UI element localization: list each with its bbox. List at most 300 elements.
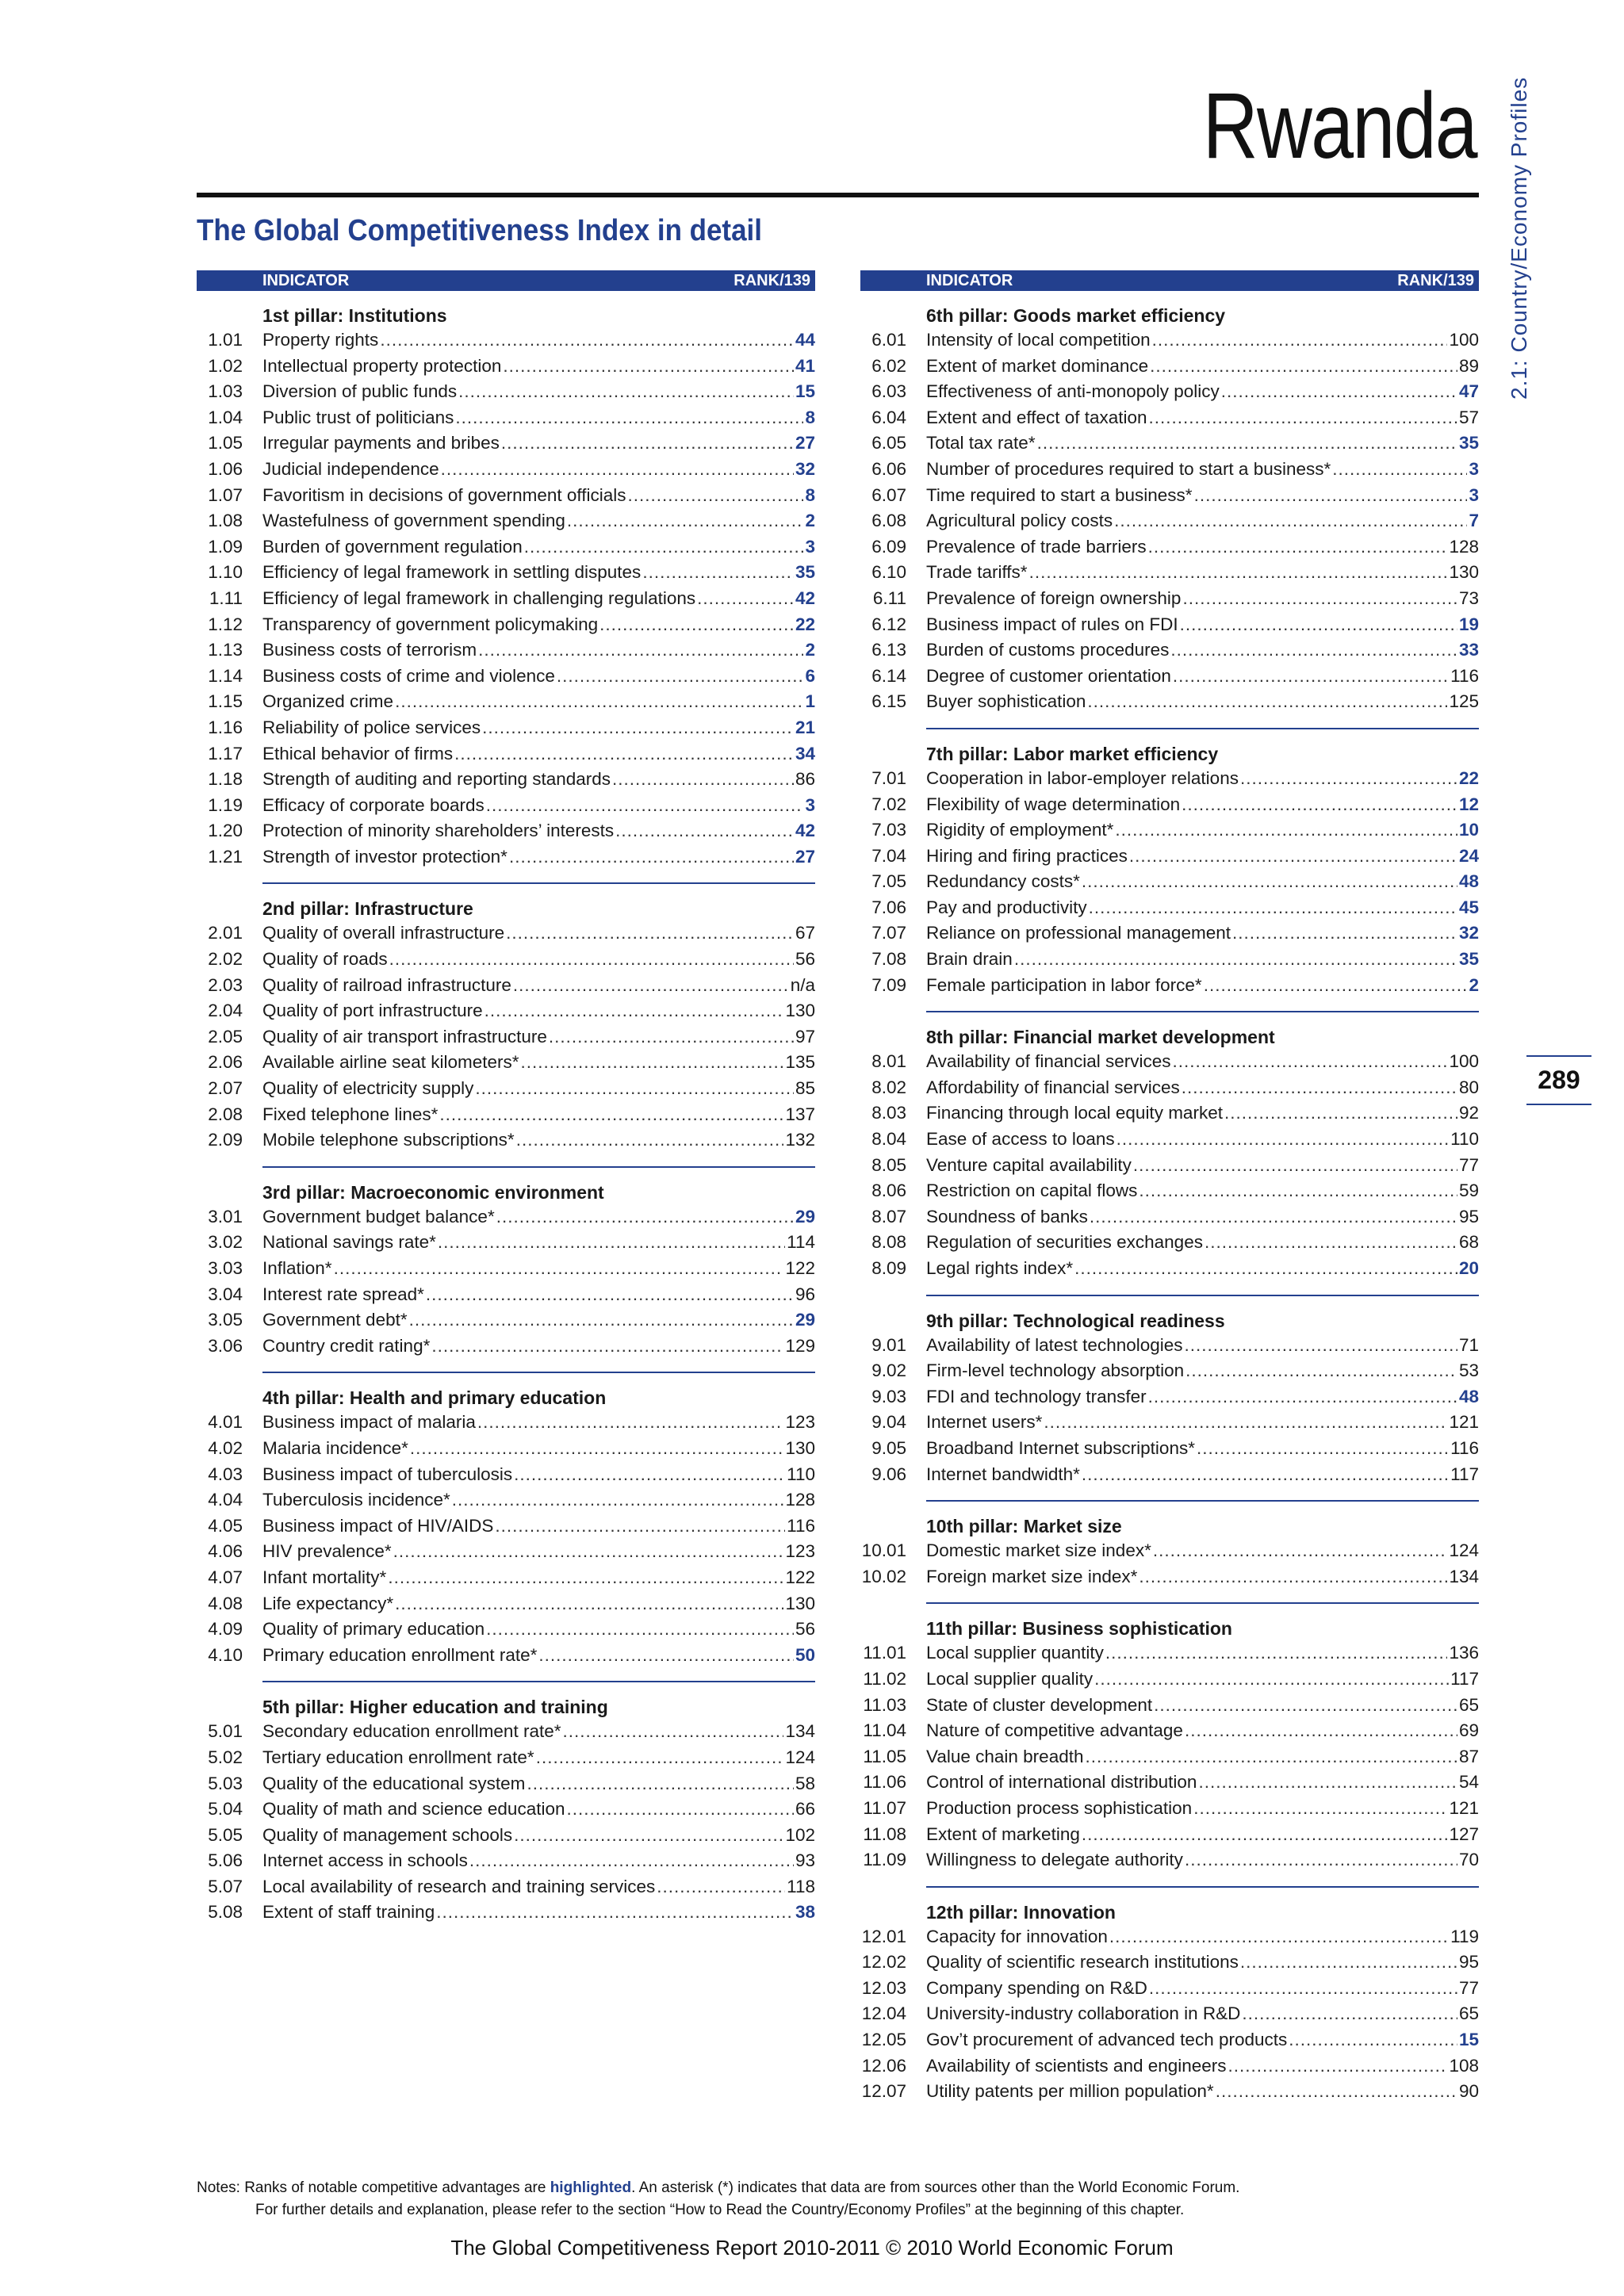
indicator-label-line [262,1513,815,1540]
indicator-row [860,637,1479,664]
indicator-label-line [926,869,1479,895]
page-number: 289 [1538,1066,1580,1094]
indicator-rank-highlighted: 24 [1458,845,1479,866]
indicator-code: 1.02 [208,355,243,376]
indicator-rank: 116 [1450,1437,1479,1458]
indicator-row [860,534,1479,561]
pillar-section [860,1900,1479,2105]
dot-leader [395,1591,783,1617]
indicator-name: Government debt* [262,1310,408,1330]
indicator-row [860,895,1479,921]
indicator-code: 8.09 [871,1258,906,1278]
indicator-rank: 89 [1458,355,1479,376]
indicator-rank: 68 [1458,1232,1479,1253]
dot-leader [1109,1924,1449,1950]
indicator-name: Quality of roads [262,949,388,970]
indicator-row [860,817,1479,844]
indicator-row [197,1436,815,1462]
indicator-code: 1.14 [208,665,243,686]
indicator-row [197,689,815,715]
indicator-name: Burden of government regulation [262,536,523,557]
indicator-name: Capacity for innovation [926,1926,1108,1946]
pillar-title: 8th pillar: Financial market development [926,1027,1275,1048]
indicator-rank: 134 [785,1721,815,1742]
rank-header: RANK/139 [733,272,810,289]
dot-leader [1074,1256,1457,1282]
indicator-code: 10.01 [861,1540,906,1561]
indicator-name: Business costs of terrorism [262,640,477,660]
indicator-label-line [926,817,1479,844]
indicator-rank-highlighted: 38 [795,1902,815,1923]
indicator-name: Financing through local equity market [926,1103,1223,1123]
indicator-label-line [926,1333,1479,1359]
indicator-label-line [926,534,1479,561]
indicator-label-line [262,920,815,947]
indicator-name: Business costs of crime and violence [262,665,555,686]
indicator-code: 6.08 [871,511,906,531]
indicator-name: Malaria incidence* [262,1437,408,1458]
indicator-name: Strength of investor protection* [262,846,508,867]
indicator-code: 12.03 [861,1977,906,1998]
dot-leader [1185,1718,1457,1744]
indicator-row [860,1256,1479,1282]
indicator-code: 12.04 [861,2003,906,2024]
dot-leader [1105,1640,1448,1667]
indicator-code: 11.09 [863,1850,906,1870]
indicator-name: Intellectual property protection [262,355,502,376]
indicator-name: Irregular payments and bribes [262,433,500,453]
indicator-name: Local supplier quantity [926,1643,1104,1663]
dot-leader [388,1565,783,1591]
dot-leader [615,818,794,844]
indicator-label-line [926,379,1479,405]
dot-leader [482,715,794,741]
dot-leader [567,508,804,534]
indicator-label-line [926,1770,1479,1796]
indicator-name: Judicial independence [262,458,439,479]
indicator-row [860,2027,1479,2053]
indicator-label-line [262,1282,815,1308]
indicator-rank: 135 [785,1052,815,1073]
indicator-code: 4.05 [208,1515,243,1536]
indicator-name: Willingness to delegate authority [926,1850,1183,1870]
indicator-code: 9.05 [871,1437,906,1458]
notes-highlight-word: highlighted [550,2179,632,2196]
indicator-code: 5.08 [208,1902,243,1923]
indicator-name: Nature of competitive advantage [926,1720,1183,1741]
dot-leader [1232,920,1457,947]
indicator-label-line [926,1127,1479,1153]
indicator-code: 6.05 [871,433,906,453]
indicator-header: INDICATOR [926,272,1013,289]
indicator-name: Transparency of government policymaking [262,614,599,634]
notes [197,2177,1481,2221]
dot-leader [538,1643,794,1669]
indicator-label-line [926,947,1479,973]
pillar-title: 12th pillar: Innovation [926,1901,1116,1923]
indicator-row [860,1976,1479,2002]
indicator-name: Brain drain [926,949,1013,970]
indicator-code: 11.03 [863,1694,906,1715]
indicator-row [860,1384,1479,1410]
indicator-label-line [926,766,1479,792]
indicator-rank: 95 [1458,1206,1479,1226]
dot-leader [1090,1204,1457,1230]
footer-copyright: The Global Competitiveness Report 2010-2011 © 2010 World Economic Forum [450,2236,1174,2260]
indicator-name: Flexibility of wage determination [926,794,1181,814]
indicator-code: 1.18 [208,769,243,790]
pillar-section [197,897,815,1153]
indicator-rank-highlighted: 3 [1469,458,1479,479]
dot-leader [436,1900,794,1926]
indicator-row [860,1462,1479,1488]
indicator-label-line [262,1719,815,1745]
indicator-label-line [926,327,1479,354]
pillar-section [860,1309,1479,1488]
dot-leader [1154,1693,1457,1719]
indicator-row [197,664,815,690]
indicator-label-line [262,998,815,1024]
section-title: The Global Competitiveness Index in detail [197,214,762,247]
indicator-code: 6.15 [871,691,906,712]
pillar-title: 6th pillar: Goods market efficiency [926,305,1226,326]
dot-leader [478,637,803,664]
indicator-code: 1.08 [208,511,243,531]
indicator-label-line [926,1436,1479,1462]
indicator-rank: 58 [795,1773,815,1793]
indicator-row [860,1564,1479,1590]
indicator-code: 8.07 [871,1206,906,1226]
indicator-rank-highlighted: 12 [1458,794,1479,814]
indicator-label-line [262,1823,815,1849]
indicator-label-line [262,1410,815,1436]
indicator-label-line [262,1076,815,1102]
column-header [197,270,815,291]
indicator-code: 2.04 [208,1001,243,1021]
indicator-code: 11.02 [863,1668,906,1689]
indicator-row [860,973,1479,999]
indicator-rank: 54 [1458,1772,1479,1793]
indicator-name: Agricultural policy costs [926,511,1113,531]
indicator-row [197,1874,815,1900]
indicator-label-line [262,715,815,741]
dot-leader [395,689,803,715]
dot-leader [1180,612,1457,638]
indicator-name: Total tax rate* [926,433,1036,453]
indicator-label-line [926,1153,1479,1179]
indicator-label-line [262,1848,815,1874]
indicator-rank-highlighted: 33 [1458,640,1479,660]
dot-leader [1082,1462,1449,1488]
indicator-code: 5.06 [208,1850,243,1871]
indicator-code: 3.02 [208,1232,243,1253]
dot-leader [410,1436,784,1462]
pillar-section [197,1181,815,1360]
indicator-label-line [262,612,815,638]
indicator-row [197,1591,815,1617]
indicator-name: Trade tariffs* [926,562,1028,583]
dot-leader [426,1282,794,1308]
indicator-label-line [926,1410,1479,1436]
indicator-label-line [262,1539,815,1565]
indicator-name: Prevalence of foreign ownership [926,587,1182,608]
dot-leader [1082,869,1457,895]
indicator-code: 12.01 [861,1926,906,1946]
indicator-name: Business impact of malaria [262,1412,476,1433]
dot-leader [1173,664,1449,690]
indicator-rank-highlighted: 2 [1469,974,1479,995]
indicator-rank: 129 [785,1335,815,1356]
indicator-label-line [926,1100,1479,1127]
indicator-rank-highlighted: 29 [795,1206,815,1226]
indicator-code: 6.09 [871,536,906,557]
dot-leader [1172,1049,1447,1075]
indicator-rank: 90 [1458,2081,1479,2102]
indicator-name: Life expectancy* [262,1593,394,1613]
dot-leader [1240,766,1457,792]
indicator-name: Business impact of tuberculosis [262,1464,513,1484]
indicator-code: 1.17 [208,743,243,763]
indicator-code: 8.08 [871,1232,906,1253]
indicator-code: 1.19 [208,794,243,815]
indicator-rank-highlighted: 34 [795,743,815,763]
page-number-rule-bottom [1526,1104,1591,1105]
indicator-name: Available airline seat kilometers* [262,1052,519,1073]
indicator-rank: 77 [1458,1154,1479,1175]
indicator-code: 1.10 [208,562,243,583]
indicator-code: 7.05 [871,871,906,892]
indicator-name: Soundness of banks [926,1206,1088,1226]
indicator-rank-highlighted: 27 [795,846,815,867]
indicator-rank: 123 [785,1412,815,1433]
indicator-rank: 128 [785,1490,815,1510]
indicator-code: 9.03 [871,1386,906,1406]
indicator-code: 5.01 [208,1721,243,1742]
indicator-label-line [262,379,815,405]
indicator-code: 7.07 [871,923,906,943]
dot-leader [1194,483,1468,509]
indicator-name: Firm-level technology absorption [926,1360,1185,1381]
indicator-name: Cooperation in labor-employer relations [926,767,1239,788]
indicator-label-line [262,1900,815,1926]
indicator-rank: 93 [795,1850,815,1871]
indicator-row [197,844,815,871]
indicator-row [860,844,1479,870]
indicator-name: Effectiveness of anti-monopoly policy [926,381,1220,402]
indicator-name: Hiring and firing practices [926,845,1128,866]
dot-leader [409,1307,794,1334]
indicator-row [197,534,815,561]
indicator-label-line [262,637,815,664]
indicator-rank: n/a [790,974,815,995]
dot-leader [1242,2001,1457,2027]
indicator-name: Reliability of police services [262,717,481,737]
indicator-row [860,1204,1479,1230]
pillar-divider [262,1372,815,1373]
indicator-rank: 71 [1458,1334,1479,1355]
indicator-rank-highlighted: 47 [1458,381,1479,402]
indicator-row [197,1797,815,1823]
dot-leader [536,1745,784,1771]
indicator-code: 11.01 [863,1643,906,1663]
indicator-rank: 114 [787,1232,815,1253]
dot-leader [469,1848,794,1874]
indicator-rank-highlighted: 48 [1458,871,1479,892]
indicator-name: Quality of math and science education [262,1799,565,1820]
indicator-row [197,612,815,638]
indicator-rank: 117 [1450,1464,1479,1484]
dot-leader [1044,1410,1447,1436]
indicator-row [860,354,1479,380]
dot-leader [1116,1127,1449,1153]
indicator-label-line [926,1204,1479,1230]
indicator-name: Quality of management schools [262,1824,513,1845]
indicator-code: 8.03 [871,1103,906,1123]
indicator-label-line [926,1256,1479,1282]
indicator-row [860,766,1479,792]
pillar-title: 2nd pillar: Infrastructure [262,898,473,920]
indicator-label-line [262,534,815,561]
indicator-label-line [262,1256,815,1282]
indicator-label-line [262,1617,815,1643]
indicator-rank: 125 [1449,691,1479,712]
indicator-row [197,1256,815,1282]
pillar-section [860,304,1479,715]
indicator-code: 1.09 [208,536,243,557]
indicator-row [197,1900,815,1926]
indicator-code: 2.06 [208,1052,243,1073]
pillar-title: 4th pillar: Health and primary education [262,1387,607,1409]
dot-leader [458,379,794,405]
indicator-code: 6.14 [871,665,906,686]
indicator-rank: 100 [1449,330,1479,350]
indicator-name: Extent of staff training [262,1902,435,1923]
indicator-code: 11.04 [863,1720,906,1741]
page-number-rule-top [1526,1055,1591,1057]
indicator-name: Utility patents per million population* [926,2081,1214,2102]
indicator-row [197,1024,815,1050]
indicator-label-line [926,2027,1479,2053]
indicator-row [860,1796,1479,1822]
indicator-code: 4.09 [208,1619,243,1640]
indicator-name: Degree of customer orientation [926,665,1171,686]
indicator-row [197,430,815,457]
indicator-name: Fixed telephone lines* [262,1104,439,1124]
indicator-code: 7.03 [871,820,906,840]
indicator-name: Government budget balance* [262,1206,495,1226]
notes-line1-rest: . An asterisk (*) indicates that data are from sources other than the World Economic Forum. [631,2179,1240,2196]
indicator-row [197,1848,815,1874]
dot-leader [514,1823,783,1849]
dot-leader [506,920,794,947]
indicator-name: Ethical behavior of firms [262,743,454,763]
indicator-code: 12.02 [861,1952,906,1973]
indicator-label-line [262,483,815,509]
pillar-title: 1st pillar: Institutions [262,305,447,326]
indicator-row [197,1050,815,1076]
indicator-label-line [926,1796,1479,1822]
indicator-name: Quality of the educational system [262,1773,526,1793]
dot-leader [557,664,804,690]
dot-leader [1332,457,1467,483]
indicator-label-line [926,586,1479,612]
indicator-name: Regulation of securities exchanges [926,1232,1203,1253]
indicator-code: 11.05 [863,1746,906,1766]
indicator-name: Efficacy of corporate boards [262,794,485,815]
dot-leader [496,1204,794,1230]
indicator-rank: 127 [1449,1823,1479,1844]
dot-leader [527,1771,794,1797]
dot-leader [1148,534,1448,561]
indicator-row [197,1513,815,1540]
dot-leader [1037,430,1457,457]
indicator-name: Diversion of public funds [262,381,458,402]
indicator-rank: 122 [785,1258,815,1278]
indicator-rank-highlighted: 22 [1458,767,1479,788]
indicator-label-line [926,1693,1479,1719]
dot-leader [1185,1358,1457,1384]
indicator-name: Extent and effect of taxation [926,407,1147,427]
indicator-code: 8.05 [871,1154,906,1175]
indicator-code: 4.07 [208,1567,243,1587]
indicator-code: 4.02 [208,1437,243,1458]
indicator-row [860,1436,1479,1462]
indicator-row [860,2079,1479,2105]
indicator-name: Business impact of rules on FDI [926,614,1178,634]
pillar-divider [926,1500,1479,1502]
indicator-row [860,1153,1479,1179]
indicator-name: Mobile telephone subscriptions* [262,1130,515,1150]
dot-leader [1029,560,1448,586]
indicator-rank-highlighted: 41 [795,355,815,376]
indicator-name: Primary education enrollment rate* [262,1644,538,1665]
pillar-section [860,1025,1479,1281]
indicator-row [197,508,815,534]
indicator-code: 12.07 [861,2081,906,2102]
indicator-rank: 116 [1450,665,1479,686]
indicator-rank: 92 [1458,1103,1479,1123]
dot-leader [1139,1178,1457,1204]
indicator-code: 7.08 [871,949,906,970]
pillar-divider [262,882,815,884]
indicator-label-line [262,1204,815,1230]
dot-leader [1240,1950,1457,1976]
indicator-label-line [926,1847,1479,1873]
pillar-title: 5th pillar: Higher education and training [262,1697,608,1718]
dot-leader [475,1076,794,1102]
indicator-name: Quality of electricity supply [262,1078,474,1099]
dot-leader [1129,844,1457,870]
indicator-label-line [926,973,1479,999]
indicator-code: 2.03 [208,974,243,995]
indicator-label-line [262,664,815,690]
notes-line2: For further details and explanation, please refer to the section “How to Read the Country/Economy Profiles” at the beginning of this chapter. [255,2202,1185,2218]
indicator-row [197,1565,815,1591]
indicator-name: Protection of minority shareholders’ interests [262,821,615,841]
dot-leader [486,793,804,819]
indicator-code: 7.04 [871,845,906,866]
indicator-rank-highlighted: 8 [805,407,815,427]
indicator-label-line [926,792,1479,818]
indicator-code: 8.01 [871,1051,906,1072]
indicator-rank: 70 [1458,1850,1479,1870]
indicator-row [197,405,815,431]
indicator-row [860,1770,1479,1796]
indicator-row [860,457,1479,483]
indicator-row [860,869,1479,895]
dot-leader [628,483,804,509]
notes-prefix: Notes: Ranks of notable competitive advantages are [197,2179,550,2196]
